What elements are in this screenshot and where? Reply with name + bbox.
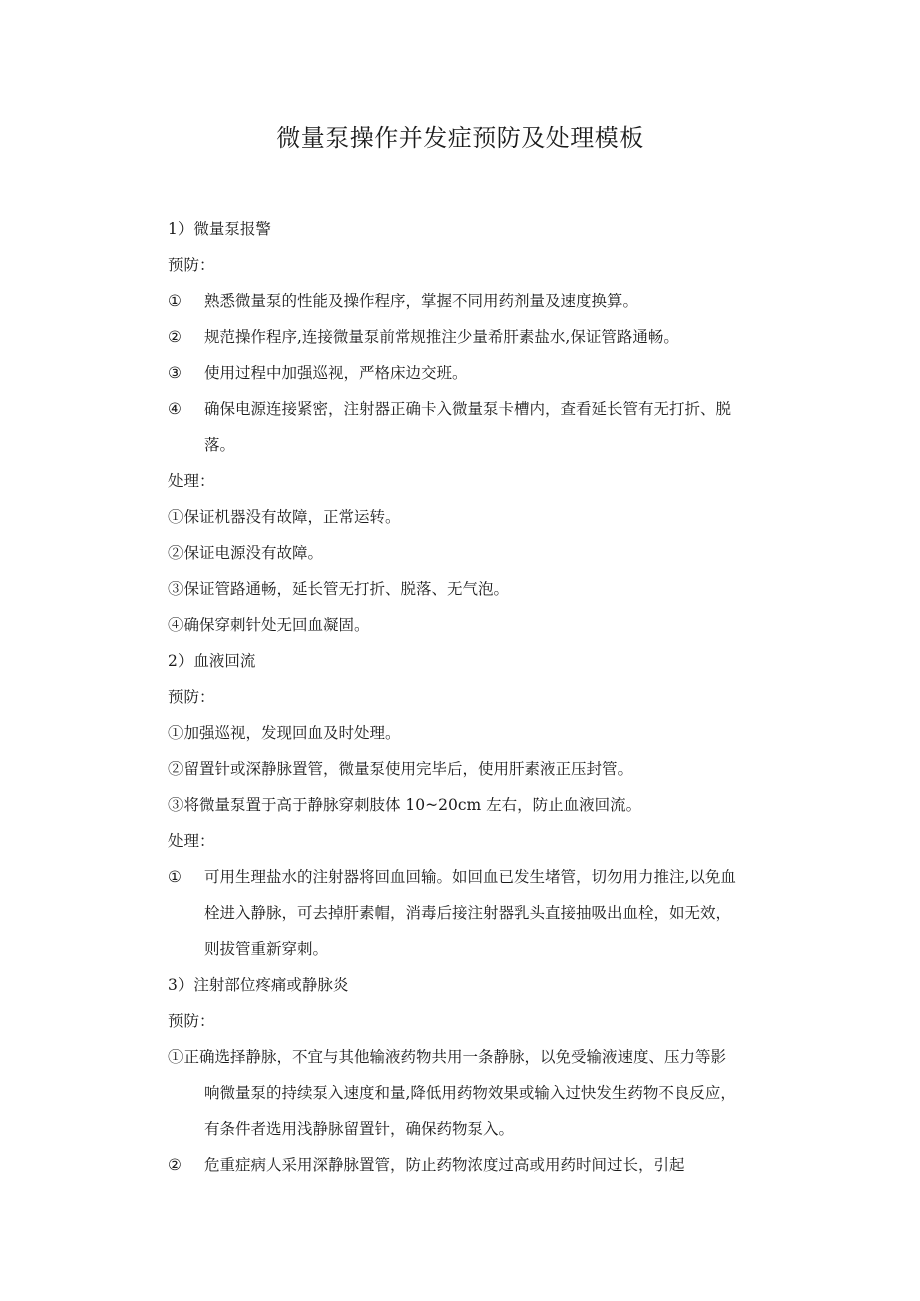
list-item (168, 1150, 808, 1186)
list-item (168, 358, 808, 394)
item-text: 确保电源连接紧密，注射器正确卡入微量泵卡槽内，查看延长管有无打折、脱 (204, 400, 732, 418)
item-number: ① (168, 292, 182, 310)
item-number: ② (168, 328, 182, 346)
list-item (168, 394, 808, 430)
item-number: ③ (168, 364, 182, 382)
treatment-label: 处理： (168, 832, 215, 850)
item-text: 危重症病人采用深静脉置管，防止药物浓度过高或用药时间过长，引起 (204, 1156, 685, 1174)
item-continuation: 则拔管重新穿刺。 (204, 940, 329, 958)
list-item: ①加强巡视，发现回血及时处理。 (168, 724, 401, 742)
item-number: ① (168, 1048, 184, 1066)
list-item: ③将微量泵置于高于静脉穿刺肢体 10~20cm 左右，防止血液回流。 (168, 796, 642, 814)
item-number: ② (168, 1156, 182, 1174)
prevention-label: 预防： (168, 1012, 215, 1030)
list-item (168, 1042, 808, 1078)
section-heading: 2）血液回流 (168, 652, 256, 670)
item-continuation: 有条件者选用浅静脉留置针，确保药物泵入。 (204, 1120, 515, 1138)
item-text: 规范操作程序,连接微量泵前常规推注少量希肝素盐水,保证管路通畅。 (204, 328, 679, 346)
list-item: ②留置针或深静脉置管，微量泵使用完毕后，使用肝素液正压封管。 (168, 760, 634, 778)
section-heading: 1）微量泵报警 (168, 220, 271, 238)
list-item: ③保证管路通畅，延长管无打折、脱落、无气泡。 (168, 580, 510, 598)
list-item: ①保证机器没有故障，正常运转。 (168, 508, 401, 526)
item-continuation: 栓进入静脉，可去掉肝素帽，消毒后接注射器乳头直接抽吸出血栓，如无效， (204, 904, 732, 922)
item-text: 熟悉微量泵的性能及操作程序，掌握不同用药剂量及速度换算。 (204, 292, 639, 310)
item-text: 使用过程中加强巡视，严格床边交班。 (204, 364, 468, 382)
item-text: 正确选择静脉，不宜与其他输液药物共用一条静脉，以免受输液速度、压力等影 (183, 1048, 727, 1066)
prevention-label: 预防： (168, 688, 215, 706)
list-item (168, 286, 808, 322)
list-item (168, 322, 808, 358)
list-item: ④确保穿刺针处无回血凝固。 (168, 616, 370, 634)
item-text: 可用生理盐水的注射器将回血回输。如回血已发生堵管，切勿用力推注,以免血 (204, 868, 736, 886)
section-heading: 3）注射部位疼痛或静脉炎 (168, 976, 349, 994)
item-number: ④ (168, 400, 182, 418)
list-item: ②保证电源没有故障。 (168, 544, 324, 562)
treatment-label: 处理： (168, 472, 215, 490)
item-continuation: 落。 (204, 436, 236, 454)
list-item (168, 862, 808, 898)
prevention-label: 预防： (168, 256, 215, 274)
item-continuation: 响微量泵的持续泵入速度和量,降低用药物效果或输入过快发生药物不良反应， (204, 1084, 736, 1102)
document-body (168, 214, 808, 1186)
document-title: 微量泵操作并发症预防及处理模板 (276, 124, 644, 152)
item-number: ① (168, 868, 182, 886)
